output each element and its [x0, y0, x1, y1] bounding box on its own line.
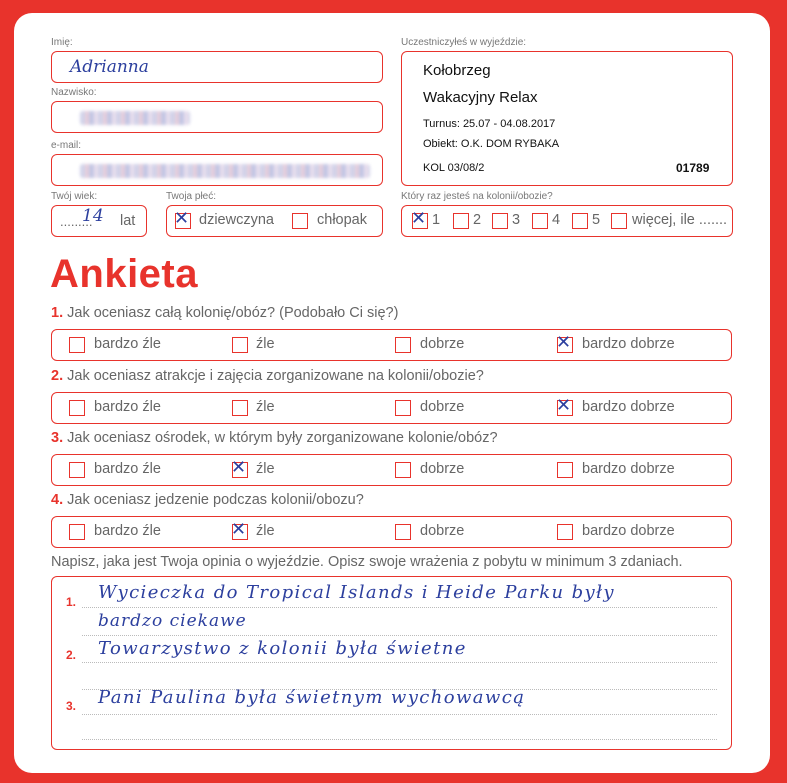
- trip-kol: KOL 03/08/2: [423, 162, 485, 174]
- question-1-label: Jak oceniasz całą kolonię/obóz? (Podobało Ci się?): [67, 305, 399, 321]
- question-1-checkbox-1[interactable]: [69, 337, 85, 353]
- ktory-option-4: 4: [552, 212, 561, 228]
- question-1-option-3: dobrze: [420, 336, 465, 352]
- question-1-option-4: bardzo dobrze: [582, 336, 675, 352]
- question-3-option-3: dobrze: [420, 461, 465, 477]
- question-1-checkbox-3[interactable]: [395, 337, 411, 353]
- ktory-field: [401, 205, 733, 237]
- opinion-1-line1: Wycieczka do Tropical Islands i Heide Parku były: [98, 582, 615, 603]
- survey-title: Ankieta: [50, 252, 198, 296]
- nazwisko-field[interactable]: [51, 101, 383, 133]
- trip-obiekt: Obiekt: O.K. DOM RYBAKA: [423, 138, 560, 150]
- ktory-option-wiecej: więcej, ile .......: [632, 212, 728, 228]
- question-3-option-1: bardzo źle: [94, 461, 161, 477]
- ktory-option-5: 5: [592, 212, 601, 228]
- opinion-1-line2: bardzo ciekawe: [98, 611, 247, 631]
- opinion-line: [82, 635, 717, 636]
- question-1-option-2: źle: [256, 336, 275, 352]
- imie-label: Imię:: [51, 37, 73, 48]
- opinion-1-num: 1.: [66, 595, 77, 609]
- question-1-checkbox-2[interactable]: [232, 337, 248, 353]
- plec-checkbox-chlopak[interactable]: [292, 213, 308, 229]
- opinion-box[interactable]: [51, 576, 732, 750]
- redacted-surname: [80, 111, 190, 125]
- question-4-checkbox-4[interactable]: [557, 524, 573, 540]
- question-3-num: 3.: [51, 430, 64, 446]
- redacted-email: [80, 164, 370, 178]
- wiek-label: Twój wiek:: [51, 191, 98, 202]
- question-3-checkbox-3[interactable]: [395, 462, 411, 478]
- question-4-checkbox-2[interactable]: ✕: [231, 519, 247, 540]
- question-2-num: 2.: [51, 368, 64, 384]
- question-2-checkbox-1[interactable]: [69, 400, 85, 416]
- question-3-checkbox-1[interactable]: [69, 462, 85, 478]
- ktory-checkbox-wiecej[interactable]: [611, 213, 627, 229]
- wiek-unit: lat: [120, 213, 136, 229]
- question-1-checkbox-4[interactable]: ✕: [556, 332, 572, 353]
- question-4-option-3: dobrze: [420, 523, 465, 539]
- email-field[interactable]: [51, 154, 383, 186]
- wiek-dots: .........: [60, 214, 93, 229]
- question-3-checkbox-4[interactable]: [557, 462, 573, 478]
- plec-option-dziewczyna: dziewczyna: [199, 212, 274, 228]
- question-3-checkbox-2[interactable]: ✕: [231, 457, 247, 478]
- email-label: e-mail:: [51, 140, 82, 151]
- question-1-num: 1.: [51, 305, 64, 321]
- trip-turnus: Turnus: 25.07 - 04.08.2017: [423, 118, 556, 130]
- question-2-option-2: źle: [256, 399, 275, 415]
- question-2-option-3: dobrze: [420, 399, 465, 415]
- opinion-line: [82, 662, 717, 663]
- question-3-text: [51, 430, 498, 446]
- question-4-checkbox-1[interactable]: [69, 524, 85, 540]
- opinion-line: [82, 714, 717, 715]
- plec-label: Twoja płeć:: [166, 191, 217, 202]
- question-3-option-4: bardzo dobrze: [582, 461, 675, 477]
- question-2-text: [51, 368, 484, 384]
- question-4-option-1: bardzo źle: [94, 523, 161, 539]
- trip-info-box: [401, 51, 733, 186]
- trip-number: 01789: [676, 161, 710, 175]
- ktory-checkbox-1[interactable]: ✕: [411, 208, 427, 229]
- question-1-option-1: bardzo źle: [94, 336, 161, 352]
- ktory-option-3: 3: [512, 212, 521, 228]
- plec-option-chlopak: chłopak: [317, 212, 367, 228]
- plec-checkbox-dziewczyna[interactable]: ✕: [174, 208, 190, 229]
- ktory-option-1: 1: [432, 212, 441, 228]
- uczestnik-label: Uczestniczyłeś w wyjeździe:: [401, 37, 527, 48]
- question-3-option-2: źle: [256, 461, 275, 477]
- question-4-option-2: źle: [256, 523, 275, 539]
- opinion-prompt: Napisz, jaka jest Twoja opinia o wyjeździe. Opisz swoje wrażenia z pobytu w minimum 3 zdaniach.: [51, 554, 683, 570]
- ktory-label: Który raz jesteś na kolonii/obozie?: [401, 191, 553, 202]
- opinion-line: [82, 739, 717, 740]
- opinion-2-num: 2.: [66, 648, 77, 662]
- question-3-label: Jak oceniasz ośrodek, w którym były zorganizowane kolonie/obóz?: [67, 430, 498, 446]
- question-2-label: Jak oceniasz atrakcje i zajęcia zorganizowane na kolonii/obozie?: [67, 368, 484, 384]
- wiek-field[interactable]: [51, 205, 147, 237]
- question-2-option-4: bardzo dobrze: [582, 399, 675, 415]
- ktory-checkbox-3[interactable]: [492, 213, 508, 229]
- question-2-options: [51, 392, 732, 424]
- question-2-checkbox-2[interactable]: [232, 400, 248, 416]
- imie-field[interactable]: [51, 51, 383, 83]
- opinion-3-line1: Pani Paulina była świetnym wychowawcą: [98, 687, 526, 708]
- plec-field: [166, 205, 383, 237]
- trip-city: Kołobrzeg: [423, 62, 491, 79]
- ktory-checkbox-5[interactable]: [572, 213, 588, 229]
- question-4-checkbox-3[interactable]: [395, 524, 411, 540]
- question-4-option-4: bardzo dobrze: [582, 523, 675, 539]
- question-4-num: 4.: [51, 492, 64, 508]
- question-2-checkbox-3[interactable]: [395, 400, 411, 416]
- opinion-line: [82, 607, 717, 608]
- question-2-option-1: bardzo źle: [94, 399, 161, 415]
- question-4-options: [51, 516, 732, 548]
- opinion-3-num: 3.: [66, 699, 77, 713]
- ktory-checkbox-2[interactable]: [453, 213, 469, 229]
- question-3-options: [51, 454, 732, 486]
- ktory-option-2: 2: [473, 212, 482, 228]
- question-4-text: [51, 492, 364, 508]
- wiek-value: 14: [82, 206, 104, 226]
- opinion-2-line1: Towarzystwo z kolonii była świetne: [98, 638, 467, 659]
- nazwisko-label: Nazwisko:: [51, 87, 97, 98]
- question-2-checkbox-4[interactable]: ✕: [556, 395, 572, 416]
- trip-program: Wakacyjny Relax: [423, 89, 538, 106]
- question-4-label: Jak oceniasz jedzenie podczas kolonii/obozu?: [67, 492, 364, 508]
- question-1-text: [51, 305, 398, 321]
- imie-value: Adrianna: [70, 57, 149, 77]
- question-1-options: [51, 329, 732, 361]
- ktory-checkbox-4[interactable]: [532, 213, 548, 229]
